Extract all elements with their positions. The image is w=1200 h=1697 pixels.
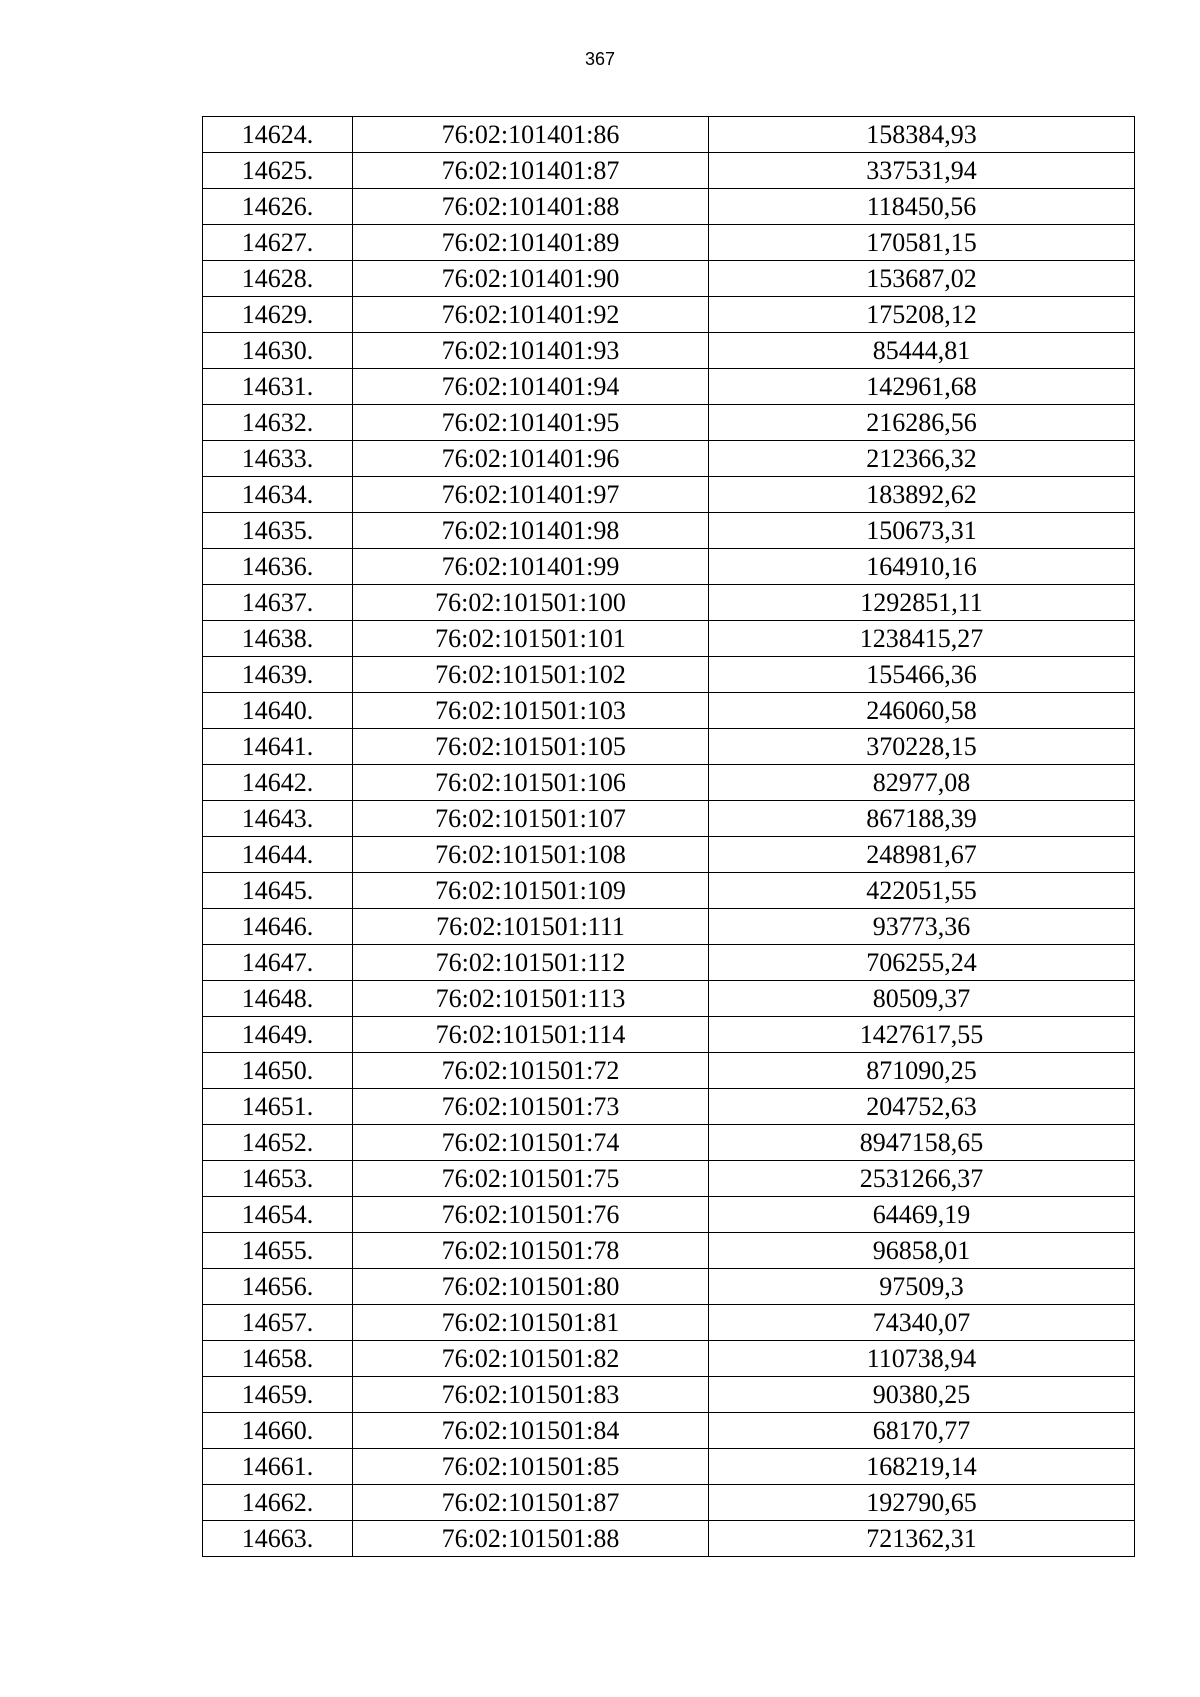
table-row [203,1233,1135,1269]
table-row [203,1305,1135,1341]
cadastral-value-cell: 97509,3 [709,1269,1135,1305]
cadastral-number-cell: 76:02:101401:93 [353,333,709,369]
cadastral-number-cell: 76:02:101501:111 [353,909,709,945]
row-number-cell: 14624. [203,117,353,153]
cadastral-value-cell: 246060,58 [709,693,1135,729]
cadastral-value-cell: 85444,81 [709,333,1135,369]
cadastral-value-cell: 1427617,55 [709,1017,1135,1053]
row-number-cell: 14655. [203,1233,353,1269]
cadastral-number-cell: 76:02:101501:109 [353,873,709,909]
cadastral-number-cell: 76:02:101501:114 [353,1017,709,1053]
cadastral-number-cell: 76:02:101401:97 [353,477,709,513]
cadastral-value-cell: 183892,62 [709,477,1135,513]
table-row [203,1449,1135,1485]
row-number-cell: 14663. [203,1521,353,1557]
row-number-cell: 14653. [203,1161,353,1197]
cadastral-value-cell: 93773,36 [709,909,1135,945]
cadastral-value-table [202,116,1135,1557]
table-row [203,1053,1135,1089]
cadastral-value-cell: 216286,56 [709,405,1135,441]
row-number-cell: 14661. [203,1449,353,1485]
cadastral-value-cell: 192790,65 [709,1485,1135,1521]
cadastral-value-cell: 155466,36 [709,657,1135,693]
cadastral-value-cell: 82977,08 [709,765,1135,801]
cadastral-number-cell: 76:02:101401:86 [353,117,709,153]
cadastral-number-cell: 76:02:101501:83 [353,1377,709,1413]
row-number-cell: 14638. [203,621,353,657]
row-number-cell: 14627. [203,225,353,261]
row-number-cell: 14626. [203,189,353,225]
row-number-cell: 14630. [203,333,353,369]
cadastral-value-cell: 74340,07 [709,1305,1135,1341]
table-row [203,981,1135,1017]
table-row [203,477,1135,513]
row-number-cell: 14628. [203,261,353,297]
cadastral-value-cell: 370228,15 [709,729,1135,765]
page-number: 367 [584,49,616,69]
row-number-cell: 14636. [203,549,353,585]
row-number-cell: 14654. [203,1197,353,1233]
cadastral-number-cell: 76:02:101501:81 [353,1305,709,1341]
table-row [203,1485,1135,1521]
row-number-cell: 14647. [203,945,353,981]
cadastral-number-cell: 76:02:101501:106 [353,765,709,801]
cadastral-value-cell: 721362,31 [709,1521,1135,1557]
cadastral-number-cell: 76:02:101401:87 [353,153,709,189]
cadastral-value-cell: 8947158,65 [709,1125,1135,1161]
cadastral-number-cell: 76:02:101501:105 [353,729,709,765]
table-row [203,1269,1135,1305]
cadastral-number-cell: 76:02:101501:103 [353,693,709,729]
row-number-cell: 14643. [203,801,353,837]
cadastral-value-cell: 248981,67 [709,837,1135,873]
cadastral-number-cell: 76:02:101401:92 [353,297,709,333]
cadastral-value-cell: 68170,77 [709,1413,1135,1449]
cadastral-number-cell: 76:02:101501:73 [353,1089,709,1125]
table-row [203,549,1135,585]
cadastral-number-cell: 76:02:101501:85 [353,1449,709,1485]
row-number-cell: 14639. [203,657,353,693]
row-number-cell: 14658. [203,1341,353,1377]
cadastral-value-cell: 142961,68 [709,369,1135,405]
cadastral-value-cell: 110738,94 [709,1341,1135,1377]
cadastral-number-cell: 76:02:101501:112 [353,945,709,981]
table-body [203,117,1135,1557]
table-row [203,837,1135,873]
cadastral-value-cell: 706255,24 [709,945,1135,981]
table-row [203,945,1135,981]
table-row [203,153,1135,189]
table-row [203,117,1135,153]
cadastral-value-cell: 867188,39 [709,801,1135,837]
table-row [203,297,1135,333]
row-number-cell: 14632. [203,405,353,441]
table-row [203,693,1135,729]
table-row [203,801,1135,837]
cadastral-number-cell: 76:02:101501:113 [353,981,709,1017]
row-number-cell: 14660. [203,1413,353,1449]
cadastral-value-cell: 168219,14 [709,1449,1135,1485]
cadastral-value-cell: 64469,19 [709,1197,1135,1233]
cadastral-number-cell: 76:02:101501:102 [353,657,709,693]
row-number-cell: 14640. [203,693,353,729]
cadastral-value-cell: 96858,01 [709,1233,1135,1269]
row-number-cell: 14633. [203,441,353,477]
cadastral-number-cell: 76:02:101401:89 [353,225,709,261]
row-number-cell: 14645. [203,873,353,909]
table-row [203,225,1135,261]
cadastral-number-cell: 76:02:101401:95 [353,405,709,441]
cadastral-number-cell: 76:02:101401:88 [353,189,709,225]
cadastral-number-cell: 76:02:101501:75 [353,1161,709,1197]
cadastral-number-cell: 76:02:101501:74 [353,1125,709,1161]
row-number-cell: 14635. [203,513,353,549]
table-row [203,261,1135,297]
cadastral-value-cell: 871090,25 [709,1053,1135,1089]
table-row [203,585,1135,621]
row-number-cell: 14646. [203,909,353,945]
table-row [203,189,1135,225]
row-number-cell: 14644. [203,837,353,873]
table-row [203,729,1135,765]
row-number-cell: 14637. [203,585,353,621]
table-row [203,1197,1135,1233]
table-row [203,405,1135,441]
row-number-cell: 14657. [203,1305,353,1341]
row-number-cell: 14641. [203,729,353,765]
cadastral-number-cell: 76:02:101501:72 [353,1053,709,1089]
row-number-cell: 14629. [203,297,353,333]
cadastral-value-cell: 170581,15 [709,225,1135,261]
table-row [203,1161,1135,1197]
cadastral-value-cell: 153687,02 [709,261,1135,297]
cadastral-number-cell: 76:02:101501:76 [353,1197,709,1233]
cadastral-value-cell: 118450,56 [709,189,1135,225]
cadastral-value-cell: 212366,32 [709,441,1135,477]
cadastral-value-cell: 90380,25 [709,1377,1135,1413]
cadastral-number-cell: 76:02:101501:100 [353,585,709,621]
cadastral-value-cell: 422051,55 [709,873,1135,909]
table-row [203,1089,1135,1125]
table-row [203,1125,1135,1161]
cadastral-value-cell: 158384,93 [709,117,1135,153]
table-row [203,621,1135,657]
cadastral-value-cell: 2531266,37 [709,1161,1135,1197]
table-row [203,1341,1135,1377]
table-row [203,1377,1135,1413]
table-row [203,765,1135,801]
table-row [203,1017,1135,1053]
cadastral-number-cell: 76:02:101401:99 [353,549,709,585]
cadastral-value-cell: 337531,94 [709,153,1135,189]
row-number-cell: 14649. [203,1017,353,1053]
cadastral-number-cell: 76:02:101501:78 [353,1233,709,1269]
table-row [203,1521,1135,1557]
table-row [203,657,1135,693]
row-number-cell: 14650. [203,1053,353,1089]
cadastral-value-cell: 175208,12 [709,297,1135,333]
cadastral-number-cell: 76:02:101501:108 [353,837,709,873]
row-number-cell: 14659. [203,1377,353,1413]
table-row [203,333,1135,369]
cadastral-number-cell: 76:02:101401:90 [353,261,709,297]
cadastral-number-cell: 76:02:101501:87 [353,1485,709,1521]
row-number-cell: 14662. [203,1485,353,1521]
cadastral-number-cell: 76:02:101501:88 [353,1521,709,1557]
cadastral-number-cell: 76:02:101501:82 [353,1341,709,1377]
cadastral-value-cell: 1238415,27 [709,621,1135,657]
cadastral-value-cell: 164910,16 [709,549,1135,585]
cadastral-number-cell: 76:02:101501:101 [353,621,709,657]
table-row [203,873,1135,909]
cadastral-number-cell: 76:02:101401:94 [353,369,709,405]
row-number-cell: 14648. [203,981,353,1017]
row-number-cell: 14631. [203,369,353,405]
cadastral-number-cell: 76:02:101401:98 [353,513,709,549]
cadastral-number-cell: 76:02:101501:80 [353,1269,709,1305]
row-number-cell: 14642. [203,765,353,801]
cadastral-number-cell: 76:02:101501:107 [353,801,709,837]
cadastral-number-cell: 76:02:101401:96 [353,441,709,477]
table-row [203,909,1135,945]
row-number-cell: 14651. [203,1089,353,1125]
row-number-cell: 14625. [203,153,353,189]
table-row [203,369,1135,405]
cadastral-number-cell: 76:02:101501:84 [353,1413,709,1449]
table-row [203,1413,1135,1449]
cadastral-value-cell: 204752,63 [709,1089,1135,1125]
row-number-cell: 14634. [203,477,353,513]
row-number-cell: 14656. [203,1269,353,1305]
table-row [203,513,1135,549]
cadastral-value-cell: 1292851,11 [709,585,1135,621]
cadastral-value-cell: 150673,31 [709,513,1135,549]
table-row [203,441,1135,477]
cadastral-value-cell: 80509,37 [709,981,1135,1017]
row-number-cell: 14652. [203,1125,353,1161]
